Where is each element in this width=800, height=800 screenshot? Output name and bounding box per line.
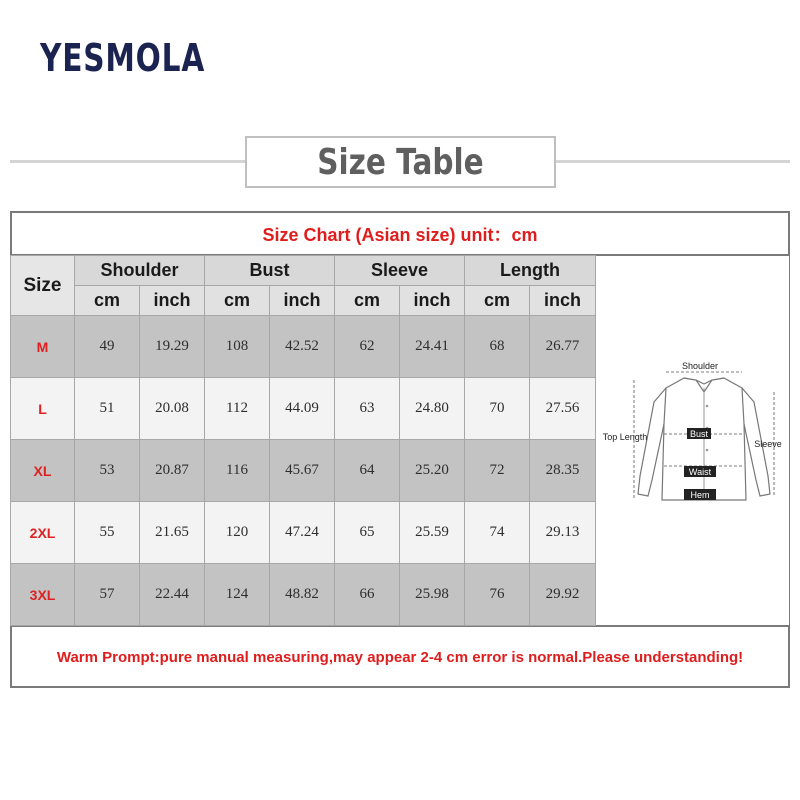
table-cell: 49 [75,316,140,378]
unit-header: inch [270,286,335,316]
table-cell: 25.20 [400,440,465,502]
table-cell: 27.56 [530,378,596,440]
table-cell: 29.13 [530,502,596,564]
table-cell: 62 [335,316,400,378]
size-label: 3XL [11,564,75,626]
table-cell: 57 [75,564,140,626]
table-cell: 66 [335,564,400,626]
page-title: Size Table [317,141,484,183]
table-cell: 64 [335,440,400,502]
diagram-label-hem: Hem [690,490,710,500]
unit-header: inch [140,286,205,316]
table-cell: 76 [465,564,530,626]
table-row [11,564,596,626]
size-label: 2XL [11,502,75,564]
chart-title: Size Chart (Asian size) unit：cm [262,225,538,245]
table-cell: 42.52 [270,316,335,378]
table-cell: 19.29 [140,316,205,378]
table-cell: 65 [335,502,400,564]
brand-logo: YESMOLA [40,36,206,80]
table-cell: 74 [465,502,530,564]
diagram-label-waist: Waist [688,467,712,477]
table-cell: 45.67 [270,440,335,502]
table-cell: 108 [205,316,270,378]
diagram-label-sleeve: Sleeve [754,439,782,449]
table-cell: 22.44 [140,564,205,626]
table-cell: 29.92 [530,564,596,626]
table-cell: 112 [205,378,270,440]
table-cell: 120 [205,502,270,564]
group-header-length: Length [465,256,596,286]
table-cell: 44.09 [270,378,335,440]
table-cell: 55 [75,502,140,564]
table-cell: 47.24 [270,502,335,564]
size-label: XL [11,440,75,502]
table-cell: 20.08 [140,378,205,440]
unit-header: cm [205,286,270,316]
table-cell: 72 [465,440,530,502]
unit-header: cm [465,286,530,316]
table-cell: 20.87 [140,440,205,502]
unit-header: inch [400,286,465,316]
measurement-diagram [596,256,789,625]
table-row [11,502,596,564]
title-divider-right [555,160,790,163]
size-label: L [11,378,75,440]
table-cell: 25.98 [400,564,465,626]
warm-prompt-note: Warm Prompt:pure manual measuring,may appear 2-4 cm error is normal.Please understanding! [56,648,744,666]
table-cell: 63 [335,378,400,440]
size-table [10,255,596,626]
size-label: M [11,316,75,378]
group-header-sleeve: Sleeve [335,256,465,286]
table-cell: 26.77 [530,316,596,378]
table-cell: 116 [205,440,270,502]
table-cell: 28.35 [530,440,596,502]
table-cell: 70 [465,378,530,440]
title-banner [245,136,556,188]
unit-header: inch [530,286,596,316]
table-cell: 124 [205,564,270,626]
table-cell: 21.65 [140,502,205,564]
table-cell: 24.41 [400,316,465,378]
diagram-label-bust: Bust [689,429,709,439]
table-row [11,316,596,378]
table-cell: 48.82 [270,564,335,626]
shirt-diagram [596,256,789,625]
unit-header: cm [335,286,400,316]
diagram-label-top-length: Top Length [602,432,648,442]
table-cell: 24.80 [400,378,465,440]
diagram-label-shoulder: Shoulder [681,361,719,371]
table-cell: 25.59 [400,502,465,564]
table-row [11,440,596,502]
group-header-bust: Bust [205,256,335,286]
title-divider-left [10,160,245,163]
table-cell: 68 [465,316,530,378]
unit-header: cm [75,286,140,316]
table-row [11,378,596,440]
size-column-header: Size [11,256,75,316]
table-cell: 53 [75,440,140,502]
group-header-shoulder: Shoulder [75,256,205,286]
table-cell: 51 [75,378,140,440]
